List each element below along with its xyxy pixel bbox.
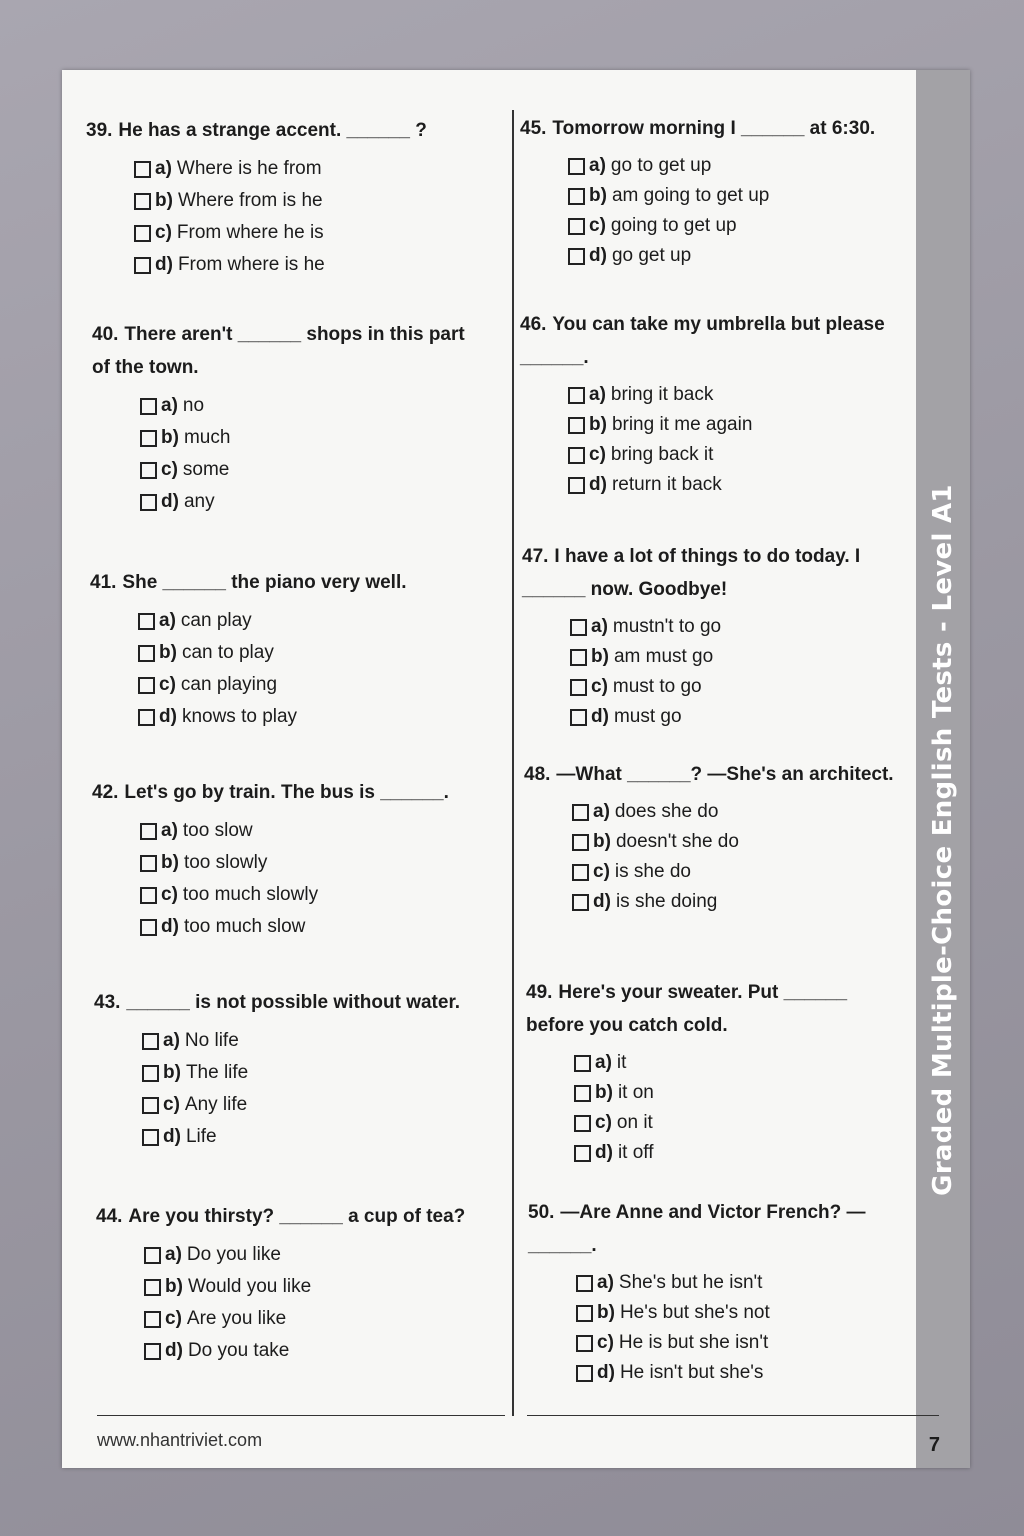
option-text: No life — [184, 1030, 239, 1051]
option-letter: d) — [163, 1126, 181, 1147]
option-text: much — [183, 427, 231, 448]
checkbox[interactable] — [572, 864, 589, 881]
option-text: it on — [617, 1082, 654, 1103]
question-text: There aren't ______ shops in this part of the town. — [92, 324, 465, 378]
checkbox[interactable] — [576, 1365, 593, 1382]
question-text: Here's your sweater. Put ______ before you catch cold. — [526, 982, 848, 1036]
option-letter: c) — [161, 884, 178, 905]
worksheet-page — [62, 70, 970, 1468]
options-list — [572, 797, 904, 917]
question-48 — [524, 758, 904, 917]
option-text: go get up — [611, 245, 692, 266]
checkbox[interactable] — [144, 1343, 161, 1360]
option-letter: c) — [591, 676, 608, 697]
option-text: going to get up — [610, 215, 737, 236]
checkbox[interactable] — [572, 894, 589, 911]
question-number: 49. — [526, 982, 553, 1003]
option-item[interactable] — [140, 390, 472, 422]
question-number: 44. — [96, 1206, 123, 1227]
option-item[interactable] — [576, 1358, 908, 1388]
option-letter: d) — [595, 1142, 613, 1163]
question-stem — [90, 566, 470, 599]
question-stem — [524, 758, 904, 791]
option-text: too slow — [182, 820, 253, 841]
question-41 — [90, 566, 470, 733]
option-letter: c) — [159, 674, 176, 695]
checkbox[interactable] — [572, 804, 589, 821]
checkbox[interactable] — [138, 613, 155, 630]
option-text: it — [616, 1052, 627, 1073]
option-item[interactable] — [570, 612, 902, 642]
option-text: is she do — [614, 861, 691, 882]
option-letter: c) — [589, 444, 606, 465]
question-number: 40. — [92, 324, 119, 345]
option-text: can playing — [180, 674, 278, 695]
question-stem — [92, 318, 472, 384]
option-text: bring back it — [610, 444, 714, 465]
checkbox[interactable] — [140, 887, 157, 904]
option-item[interactable] — [574, 1078, 906, 1108]
option-letter: a) — [161, 820, 178, 841]
option-text: can play — [180, 610, 252, 631]
question-43 — [94, 986, 474, 1153]
question-text: He has a strange accent. ______ ? — [118, 120, 427, 141]
checkbox[interactable] — [568, 248, 585, 265]
option-letter: d) — [589, 474, 607, 495]
option-item[interactable] — [142, 1057, 474, 1089]
option-item[interactable] — [576, 1328, 908, 1358]
options-list — [134, 153, 466, 281]
checkbox[interactable] — [568, 447, 585, 464]
option-item[interactable] — [574, 1138, 906, 1168]
option-letter: d) — [597, 1362, 615, 1383]
option-item[interactable] — [568, 211, 900, 241]
question-45 — [520, 112, 900, 271]
question-stem — [94, 986, 474, 1019]
option-letter: d) — [159, 706, 177, 727]
option-text: on it — [616, 1112, 653, 1133]
checkbox[interactable] — [570, 679, 587, 696]
option-item[interactable] — [572, 827, 904, 857]
checkbox[interactable] — [576, 1335, 593, 1352]
option-letter: a) — [589, 384, 606, 405]
checkbox[interactable] — [140, 823, 157, 840]
option-text: knows to play — [181, 706, 298, 727]
option-letter: a) — [595, 1052, 612, 1073]
option-letter: a) — [591, 616, 608, 637]
checkbox[interactable] — [142, 1129, 159, 1146]
option-item[interactable] — [568, 410, 900, 440]
question-46 — [520, 308, 900, 500]
option-item[interactable] — [140, 847, 472, 879]
question-text: ______ is not possible without water. — [126, 992, 461, 1013]
option-letter: c) — [597, 1332, 614, 1353]
option-text: bring it me again — [611, 414, 753, 435]
question-number: 39. — [86, 120, 113, 141]
option-text: He's but she's not — [619, 1302, 770, 1323]
option-letter: d) — [161, 916, 179, 937]
option-letter: d) — [591, 706, 609, 727]
checkbox[interactable] — [570, 619, 587, 636]
option-letter: c) — [161, 459, 178, 480]
question-44 — [96, 1200, 476, 1367]
question-text: —Are Anne and Victor French? —______. — [528, 1202, 866, 1256]
options-list — [576, 1268, 908, 1388]
checkbox[interactable] — [568, 417, 585, 434]
options-list — [144, 1239, 476, 1367]
sidebar-strip — [916, 70, 970, 1468]
options-list — [140, 390, 472, 518]
option-letter: b) — [161, 427, 179, 448]
options-list — [568, 380, 900, 500]
option-item[interactable] — [140, 815, 472, 847]
checkbox[interactable] — [568, 218, 585, 235]
option-item[interactable] — [574, 1048, 906, 1078]
option-letter: c) — [595, 1112, 612, 1133]
option-item[interactable] — [572, 857, 904, 887]
option-item[interactable] — [140, 454, 472, 486]
option-letter: b) — [165, 1276, 183, 1297]
question-stem — [96, 1200, 476, 1233]
option-item[interactable] — [570, 672, 902, 702]
checkbox[interactable] — [142, 1065, 159, 1082]
option-item[interactable] — [568, 151, 900, 181]
option-letter: d) — [589, 245, 607, 266]
question-text: I have a lot of things to do today. I ______ now. Goodbye! — [522, 546, 861, 600]
question-text: Let's go by train. The bus is ______. — [124, 782, 449, 803]
option-item[interactable] — [570, 702, 902, 732]
option-letter: b) — [163, 1062, 181, 1083]
option-item[interactable] — [568, 380, 900, 410]
option-letter: b) — [593, 831, 611, 852]
question-text: Tomorrow morning I ______ at 6:30. — [552, 118, 876, 139]
question-stem — [92, 776, 472, 809]
option-letter: a) — [165, 1244, 182, 1265]
option-letter: b) — [589, 414, 607, 435]
question-42 — [92, 776, 472, 943]
option-text: can to play — [181, 642, 274, 663]
footer-rule-left — [97, 1415, 505, 1416]
option-text: is she doing — [615, 891, 718, 912]
checkbox[interactable] — [142, 1097, 159, 1114]
option-item[interactable] — [570, 642, 902, 672]
checkbox[interactable] — [140, 398, 157, 415]
option-text: too much slowly — [182, 884, 319, 905]
question-40 — [92, 318, 472, 518]
checkbox[interactable] — [144, 1247, 161, 1264]
option-item[interactable] — [576, 1298, 908, 1328]
option-text: Life — [185, 1126, 217, 1147]
question-text: —What ______? —She's an architect. — [556, 764, 894, 785]
checkbox[interactable] — [568, 387, 585, 404]
option-text: am must go — [613, 646, 714, 667]
checkbox[interactable] — [576, 1305, 593, 1322]
option-letter: b) — [159, 642, 177, 663]
checkbox[interactable] — [140, 462, 157, 479]
options-list — [568, 151, 900, 271]
checkbox[interactable] — [138, 709, 155, 726]
option-text: Where is he from — [176, 158, 322, 179]
options-list — [140, 815, 472, 943]
checkbox[interactable] — [574, 1145, 591, 1162]
checkbox[interactable] — [574, 1085, 591, 1102]
option-item[interactable] — [142, 1025, 474, 1057]
option-item[interactable] — [140, 422, 472, 454]
checkbox[interactable] — [138, 645, 155, 662]
option-item[interactable] — [134, 153, 466, 185]
option-text: Would you like — [187, 1276, 312, 1297]
question-number: 43. — [94, 992, 121, 1013]
footer-url[interactable]: www.nhantriviet.com — [97, 1430, 263, 1450]
option-letter: a) — [593, 801, 610, 822]
option-text: From where is he — [177, 254, 325, 275]
option-letter: d) — [161, 491, 179, 512]
option-letter: a) — [597, 1272, 614, 1293]
option-text: does she do — [614, 801, 719, 822]
option-text: He isn't but she's — [619, 1362, 764, 1383]
option-letter: a) — [163, 1030, 180, 1051]
question-text: She ______ the piano very well. — [122, 572, 407, 593]
option-item[interactable] — [140, 879, 472, 911]
checkbox[interactable] — [134, 257, 151, 274]
option-letter: a) — [589, 155, 606, 176]
checkbox[interactable] — [568, 477, 585, 494]
checkbox[interactable] — [570, 649, 587, 666]
option-item[interactable] — [576, 1268, 908, 1298]
option-item[interactable] — [138, 701, 470, 733]
question-text: You can take my umbrella but please ______. — [520, 314, 885, 368]
option-text: am going to get up — [611, 185, 770, 206]
option-text: The life — [185, 1062, 249, 1083]
checkbox[interactable] — [140, 855, 157, 872]
question-text: Are you thirsty? ______ a cup of tea? — [128, 1206, 466, 1227]
option-text: must to go — [612, 676, 702, 697]
option-text: Where from is he — [177, 190, 323, 211]
option-item[interactable] — [142, 1121, 474, 1153]
checkbox[interactable] — [140, 919, 157, 936]
footer-rule-right — [527, 1415, 939, 1416]
option-text: no — [182, 395, 205, 416]
option-letter: b) — [595, 1082, 613, 1103]
option-text: He is but she isn't — [618, 1332, 769, 1353]
option-item[interactable] — [142, 1089, 474, 1121]
option-text: doesn't she do — [615, 831, 739, 852]
sidebar-title: Graded Multiple-Choice English Tests - Level A1 — [928, 484, 958, 1196]
question-47 — [522, 540, 902, 732]
option-letter: c) — [155, 222, 172, 243]
option-item[interactable] — [144, 1335, 476, 1367]
option-text: She's but he isn't — [618, 1272, 763, 1293]
option-text: return it back — [611, 474, 722, 495]
question-stem — [522, 540, 902, 606]
option-text: mustn't to go — [612, 616, 722, 637]
option-item[interactable] — [568, 440, 900, 470]
option-item[interactable] — [574, 1108, 906, 1138]
checkbox[interactable] — [568, 158, 585, 175]
option-letter: a) — [155, 158, 172, 179]
option-letter: b) — [591, 646, 609, 667]
option-letter: a) — [159, 610, 176, 631]
checkbox[interactable] — [144, 1279, 161, 1296]
option-item[interactable] — [134, 185, 466, 217]
option-item[interactable] — [144, 1239, 476, 1271]
checkbox[interactable] — [568, 188, 585, 205]
question-50 — [528, 1196, 908, 1388]
option-text: must go — [613, 706, 682, 727]
option-text: Do you like — [186, 1244, 281, 1265]
option-letter: c) — [589, 215, 606, 236]
question-stem — [520, 112, 900, 145]
option-text: it off — [617, 1142, 654, 1163]
option-item[interactable] — [138, 637, 470, 669]
option-text: Any life — [184, 1094, 248, 1115]
checkbox[interactable] — [570, 709, 587, 726]
option-text: too slowly — [183, 852, 268, 873]
option-item[interactable] — [568, 181, 900, 211]
option-item[interactable] — [138, 605, 470, 637]
checkbox[interactable] — [134, 193, 151, 210]
options-list — [574, 1048, 906, 1168]
checkbox[interactable] — [134, 161, 151, 178]
option-item[interactable] — [134, 249, 466, 281]
question-stem — [526, 976, 906, 1042]
checkbox[interactable] — [142, 1033, 159, 1050]
option-text: go to get up — [610, 155, 712, 176]
question-number: 48. — [524, 764, 551, 785]
question-number: 45. — [520, 118, 547, 139]
question-number: 50. — [528, 1202, 555, 1223]
option-text: bring it back — [610, 384, 714, 405]
option-letter: b) — [589, 185, 607, 206]
question-number: 42. — [92, 782, 119, 803]
option-text: too much slow — [183, 916, 306, 937]
question-number: 47. — [522, 546, 549, 567]
checkbox[interactable] — [134, 225, 151, 242]
option-text: From where he is — [176, 222, 324, 243]
checkbox[interactable] — [572, 834, 589, 851]
question-stem — [528, 1196, 908, 1262]
option-text: Are you like — [186, 1308, 287, 1329]
options-list — [138, 605, 470, 733]
question-stem — [86, 114, 466, 147]
option-letter: d) — [165, 1340, 183, 1361]
options-list — [570, 612, 902, 732]
option-item[interactable] — [572, 887, 904, 917]
option-item[interactable] — [572, 797, 904, 827]
option-text: any — [183, 491, 215, 512]
option-letter: b) — [161, 852, 179, 873]
checkbox[interactable] — [138, 677, 155, 694]
option-letter: c) — [593, 861, 610, 882]
option-letter: d) — [593, 891, 611, 912]
option-item[interactable] — [568, 241, 900, 271]
question-stem — [520, 308, 900, 374]
page-number: 7 — [928, 1434, 940, 1456]
option-item[interactable] — [138, 669, 470, 701]
option-item[interactable] — [140, 911, 472, 943]
option-item[interactable] — [568, 470, 900, 500]
option-letter: b) — [597, 1302, 615, 1323]
option-item[interactable] — [140, 486, 472, 518]
checkbox[interactable] — [140, 494, 157, 511]
options-list — [142, 1025, 474, 1153]
option-text: Do you take — [187, 1340, 290, 1361]
option-item[interactable] — [144, 1303, 476, 1335]
checkbox[interactable] — [576, 1275, 593, 1292]
option-text: some — [182, 459, 230, 480]
question-number: 46. — [520, 314, 547, 335]
checkbox[interactable] — [574, 1115, 591, 1132]
column-divider — [512, 110, 514, 1416]
option-item[interactable] — [134, 217, 466, 249]
option-letter: b) — [155, 190, 173, 211]
checkbox[interactable] — [140, 430, 157, 447]
option-letter: c) — [163, 1094, 180, 1115]
option-letter: a) — [161, 395, 178, 416]
question-49 — [526, 976, 906, 1168]
checkbox[interactable] — [144, 1311, 161, 1328]
question-39 — [86, 114, 466, 281]
option-letter: c) — [165, 1308, 182, 1329]
question-number: 41. — [90, 572, 117, 593]
checkbox[interactable] — [574, 1055, 591, 1072]
option-item[interactable] — [144, 1271, 476, 1303]
option-letter: d) — [155, 254, 173, 275]
